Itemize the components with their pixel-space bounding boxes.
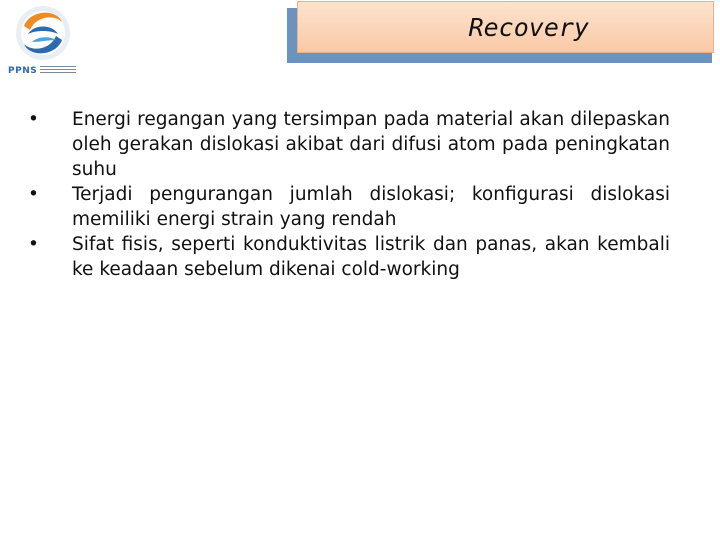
bullet-text: Energi regangan yang tersimpan pada material akan dilepaskan oleh gerakan dislokasi akibat dari difusi atom pada peningkatan suhu xyxy=(72,109,670,180)
ppns-logo-icon xyxy=(10,4,76,64)
bullet-item xyxy=(28,107,670,182)
slide-title: Recovery xyxy=(468,13,589,42)
bullet-list xyxy=(28,107,670,282)
bullet-text: Sifat fisis, seperti konduktivitas listrik dan panas, akan kembali ke keadaan sebelum dikenai cold-working xyxy=(72,234,670,280)
bullet-dot-icon: • xyxy=(28,184,39,205)
logo-text: PPNS xyxy=(8,66,38,76)
slide-body xyxy=(28,107,670,282)
bullet-dot-icon: • xyxy=(28,109,39,130)
bullet-item xyxy=(28,232,670,282)
institution-logo xyxy=(6,4,84,76)
bullet-text: Terjadi pengurangan jumlah dislokasi; konfigurasi dislokasi memiliki energi strain yang rendah xyxy=(72,184,670,230)
bullet-item xyxy=(28,182,670,232)
title-banner xyxy=(297,1,714,53)
logo-subtitle-lines xyxy=(40,66,76,74)
bullet-dot-icon: • xyxy=(28,234,39,255)
